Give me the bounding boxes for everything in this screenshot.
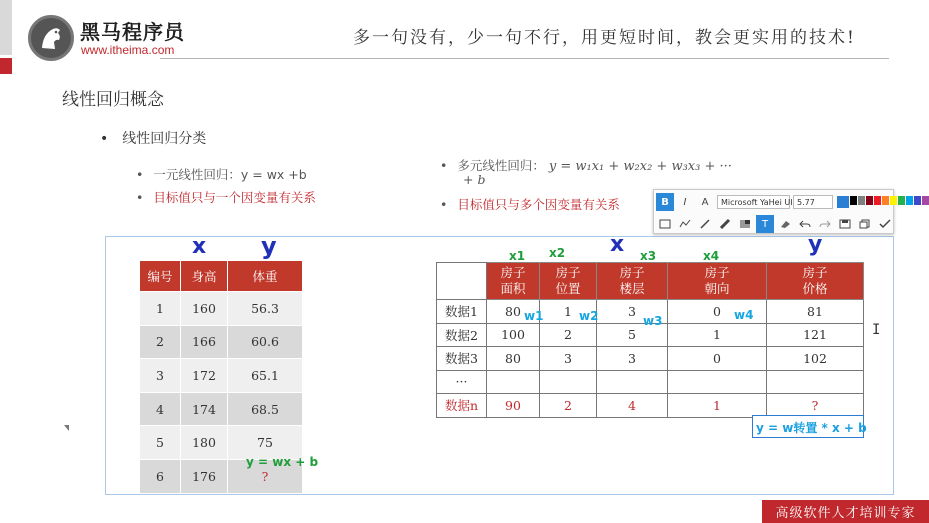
- column-header: [767, 263, 864, 300]
- bullet-dot: •: [440, 158, 448, 173]
- table-cell: 0: [668, 347, 767, 371]
- table-cell: 2: [140, 325, 181, 359]
- header-accent-bar: [0, 0, 12, 55]
- table-cell: 166: [181, 325, 228, 359]
- toolbar-text-row: [654, 191, 929, 213]
- toolbar-tool-row: [654, 213, 894, 235]
- redo-icon[interactable]: [816, 215, 834, 233]
- sub-bullet-text: 多元线性回归：: [457, 158, 545, 173]
- table-cell: ?: [228, 459, 303, 493]
- corner-marker-icon: [64, 425, 69, 431]
- table-row: [437, 370, 864, 394]
- column-header: [597, 263, 668, 300]
- annotation-x-right: x: [610, 232, 625, 257]
- table-cell: [540, 370, 597, 394]
- header-divider: [160, 58, 889, 59]
- table-cell: 56.3: [228, 292, 303, 326]
- table-cell: 数据n: [437, 394, 487, 418]
- color-swatch[interactable]: [906, 196, 913, 205]
- table-cell: [668, 370, 767, 394]
- table-cell: 5: [597, 323, 668, 347]
- table-cell: 5: [140, 426, 181, 460]
- column-header: 编号: [140, 261, 181, 292]
- text-tool-button[interactable]: T: [756, 215, 774, 233]
- annotation-x3: x3: [640, 249, 657, 263]
- table-cell: 1: [140, 292, 181, 326]
- annotation-w4: w4: [734, 308, 754, 322]
- table-cell: 174: [181, 392, 228, 426]
- header-label: 房子 朝向: [704, 265, 730, 296]
- table-cell: 0: [668, 300, 767, 324]
- annotation-result-formula: y = w转置 * x + b: [752, 415, 864, 438]
- color-swatch[interactable]: [922, 196, 929, 205]
- table-cell: 172: [181, 359, 228, 393]
- color-swatch[interactable]: [890, 196, 897, 205]
- table-cell: 2: [540, 394, 597, 418]
- table-cell: [597, 370, 668, 394]
- bullet-dot: •: [136, 190, 144, 205]
- color-swatch[interactable]: [866, 196, 873, 205]
- annotation-w1: w1: [524, 309, 544, 323]
- marker-tool-icon[interactable]: [716, 215, 734, 233]
- color-palette: [836, 196, 929, 208]
- annotation-w2: w2: [579, 309, 599, 323]
- color-swatch[interactable]: [914, 196, 921, 205]
- pen-tool-icon[interactable]: [696, 215, 714, 233]
- header-label: 房子 面积: [500, 265, 526, 296]
- table-cell: 3: [597, 300, 668, 324]
- copy-icon[interactable]: [856, 215, 874, 233]
- table-cell: ?: [767, 394, 864, 418]
- table-cell: 160: [181, 292, 228, 326]
- bullet-dot: •: [136, 167, 144, 182]
- table-cell: 数据1: [437, 300, 487, 324]
- table-cell: 80: [487, 347, 540, 371]
- font-icon[interactable]: A: [701, 196, 709, 208]
- annotation-x1: x1: [509, 249, 526, 263]
- table-cell: 1: [668, 323, 767, 347]
- annotation-x2: x2: [549, 246, 566, 260]
- undo-icon[interactable]: [796, 215, 814, 233]
- table-cell: 75: [228, 426, 303, 460]
- table-cell: 176: [181, 459, 228, 493]
- italic-button[interactable]: I: [683, 196, 687, 208]
- sub-bullet-univariate: [136, 165, 307, 183]
- mosaic-tool-icon[interactable]: [736, 215, 754, 233]
- table-row: [437, 394, 864, 418]
- bullet-linear-regression-types: [100, 128, 206, 148]
- brand-url: www.itheima.com: [81, 43, 175, 57]
- table-cell: 80: [487, 300, 540, 324]
- column-header: 身高: [181, 261, 228, 292]
- slogan: 多一句没有，少一句不行，用更短时间，教会更实用的技术!: [353, 28, 856, 48]
- table-cell: [487, 370, 540, 394]
- table-row: [140, 325, 303, 359]
- annotation-x4: x4: [703, 249, 720, 263]
- table-header-row: [140, 261, 303, 292]
- table-cell: 180: [181, 426, 228, 460]
- confirm-icon[interactable]: [876, 215, 894, 233]
- column-header: [668, 263, 767, 300]
- header-label: 房子 楼层: [619, 265, 645, 296]
- color-swatch[interactable]: [850, 196, 857, 205]
- font-family-value: Microsoft YaHei UI: [721, 197, 793, 207]
- bullet-text: 线性回归分类: [122, 131, 207, 147]
- column-header: [487, 263, 540, 300]
- table-cell: 100: [487, 323, 540, 347]
- formula-continuation: + b: [463, 172, 486, 187]
- color-swatch[interactable]: [837, 196, 849, 208]
- column-header: [540, 263, 597, 300]
- sub-bullet-text: 目标值只与一个因变量有关系: [153, 190, 316, 205]
- annotation-w3: w3: [643, 314, 663, 328]
- table-row: [140, 292, 303, 326]
- column-header: [437, 263, 487, 300]
- house-price-table: [436, 262, 864, 418]
- bullet-dot: •: [440, 197, 448, 212]
- header-label: 房子 位置: [555, 265, 581, 296]
- table-row: [140, 392, 303, 426]
- table-cell: 数据2: [437, 323, 487, 347]
- table-cell: 90: [487, 394, 540, 418]
- table-cell: 121: [767, 323, 864, 347]
- header-label: 房子 价格: [802, 265, 828, 296]
- slide-title: 线性回归概念: [62, 90, 164, 110]
- table-cell: 81: [767, 300, 864, 324]
- color-swatch[interactable]: [898, 196, 905, 205]
- brand-name: 黑马程序员: [80, 20, 185, 44]
- font-size-select[interactable]: [793, 195, 833, 209]
- table-cell: ···: [437, 370, 487, 394]
- color-swatch[interactable]: [874, 196, 881, 205]
- text-cursor-icon: I: [872, 322, 881, 338]
- table-cell: 1: [540, 300, 597, 324]
- annotation-x-left: x: [192, 234, 207, 259]
- eraser-tool-icon[interactable]: [776, 215, 794, 233]
- sub-bullet-univariate-target: [136, 188, 316, 206]
- table-cell: 6: [140, 459, 181, 493]
- color-swatch[interactable]: [858, 196, 865, 205]
- table-cell: 4: [140, 392, 181, 426]
- font-family-select[interactable]: [717, 195, 793, 209]
- table-row: [437, 347, 864, 371]
- annotation-y-right: y: [808, 232, 823, 257]
- sub-bullet-text: 目标值只与多个因变量有关系: [457, 197, 620, 212]
- column-header: 体重: [228, 261, 303, 292]
- table-header-row: [437, 263, 864, 300]
- annotation-toolbar: [653, 189, 894, 234]
- table-row: [140, 359, 303, 393]
- bold-button[interactable]: B: [656, 193, 674, 211]
- table-cell: 3: [140, 359, 181, 393]
- annotation-formula-left: y = wx + b: [246, 455, 319, 469]
- horse-logo-icon: [28, 15, 74, 61]
- font-size-value: 5.77: [797, 197, 815, 207]
- rectangle-tool-icon[interactable]: [656, 215, 674, 233]
- table-cell: 3: [597, 347, 668, 371]
- save-icon[interactable]: [836, 215, 854, 233]
- table-cell: 3: [540, 347, 597, 371]
- table-cell: 65.1: [228, 359, 303, 393]
- bullet-dot: •: [100, 131, 109, 147]
- table-cell: 数据3: [437, 347, 487, 371]
- table-cell: 4: [597, 394, 668, 418]
- multivariate-formula: y = w₁x₁ + w₂x₂ + w₃x₃ + ···: [548, 159, 732, 174]
- table-cell: 102: [767, 347, 864, 371]
- table-cell: 60.6: [228, 325, 303, 359]
- left-red-marker: [0, 58, 12, 74]
- sub-bullet-multivariate-target: [440, 195, 620, 213]
- table-cell: 68.5: [228, 392, 303, 426]
- color-swatch[interactable]: [882, 196, 889, 205]
- table-cell: 1: [668, 394, 767, 418]
- table-cell: 2: [540, 323, 597, 347]
- annotation-y-left: y: [261, 232, 277, 260]
- line-tool-icon[interactable]: [676, 215, 694, 233]
- footer-banner: 高级软件人才培训专家: [762, 500, 929, 523]
- sub-bullet-text: 一元线性回归：y = wx +b: [153, 167, 307, 182]
- table-cell: [767, 370, 864, 394]
